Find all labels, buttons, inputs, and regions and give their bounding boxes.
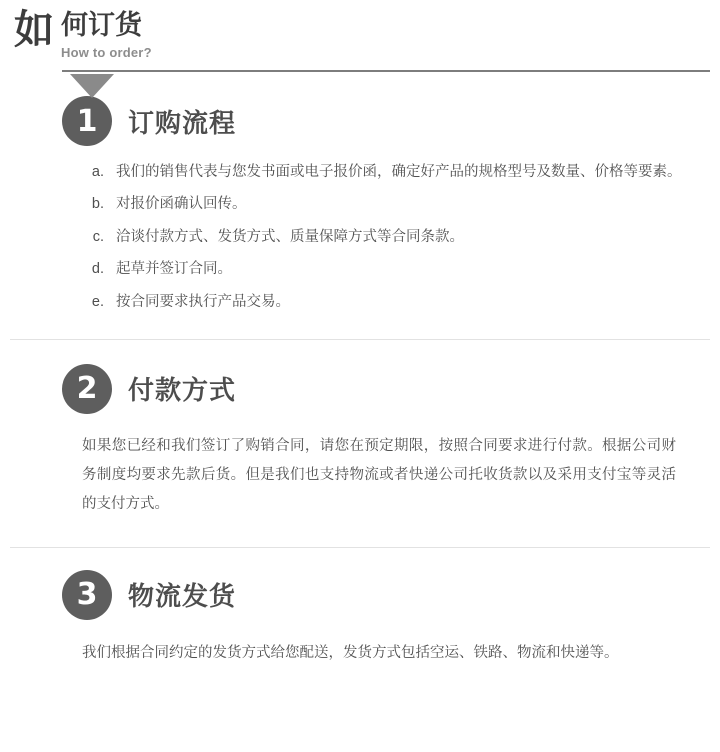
section-header-2 [62, 364, 706, 414]
section-title-2: 付款方式 [128, 376, 237, 407]
section-number-badge-2: 2 [62, 364, 112, 414]
page-title-block [61, 10, 152, 60]
list-item-text: 起草并签订合同。 [116, 261, 232, 278]
section-paragraph-2: 如果您已经和我们签订了购销合同，请您在预定期限，按照合同要求进行付款。根据公司财务制度均要求先款后货。但是我们也支持物流或者快递公司托收货款以及采用支付宝等灵活的支付方式。 [82, 437, 676, 512]
spacer-1 [0, 340, 720, 364]
list-item [14, 294, 706, 311]
list-item-text: 洽谈付款方式、发货方式、质量保障方式等合同条款。 [116, 228, 464, 245]
list-item-marker: d. [91, 261, 104, 278]
section-header-1 [62, 96, 706, 146]
page-title: 何订货 [61, 10, 142, 41]
list-item [14, 229, 706, 246]
list-item-marker: c. [92, 228, 104, 245]
spacer-2 [0, 548, 720, 570]
list-item [14, 164, 706, 181]
list-item-marker: e. [91, 293, 104, 310]
list-item-text: 对报价函确认回传。 [116, 196, 247, 213]
section-ordering-process [0, 96, 720, 311]
list-item-text: 按合同要求执行产品交易。 [116, 293, 290, 310]
section-number-badge-1: 1 [62, 96, 112, 146]
section-payment-methods [0, 364, 720, 519]
header-title-row [14, 7, 706, 61]
ordering-steps-list [14, 164, 706, 311]
header-divider [62, 70, 710, 72]
section-paragraph-3: 我们根据合同约定的发货方式给您配送，发货方式包括空运、铁路、物流和快递等。 [82, 644, 619, 661]
section-logistics-shipping [0, 570, 720, 665]
section-number-badge-3: 3 [62, 570, 112, 620]
list-item-marker: a. [91, 164, 104, 180]
section-header-3 [62, 570, 706, 620]
list-item [14, 196, 706, 213]
page-subtitle: How to order? [61, 45, 152, 61]
chevron-down-icon [70, 74, 114, 98]
page-title-first-char: 如 [14, 7, 53, 53]
section-title-3: 物流发货 [128, 582, 237, 613]
list-item-marker: b. [91, 196, 104, 213]
list-item [14, 261, 706, 278]
section-title-1: 订购流程 [128, 108, 237, 139]
page-header [0, 0, 720, 70]
list-item-text: 我们的销售代表与您发书面或电子报价函，确定好产品的规格型号及数量、价格等要素。 [116, 164, 682, 180]
